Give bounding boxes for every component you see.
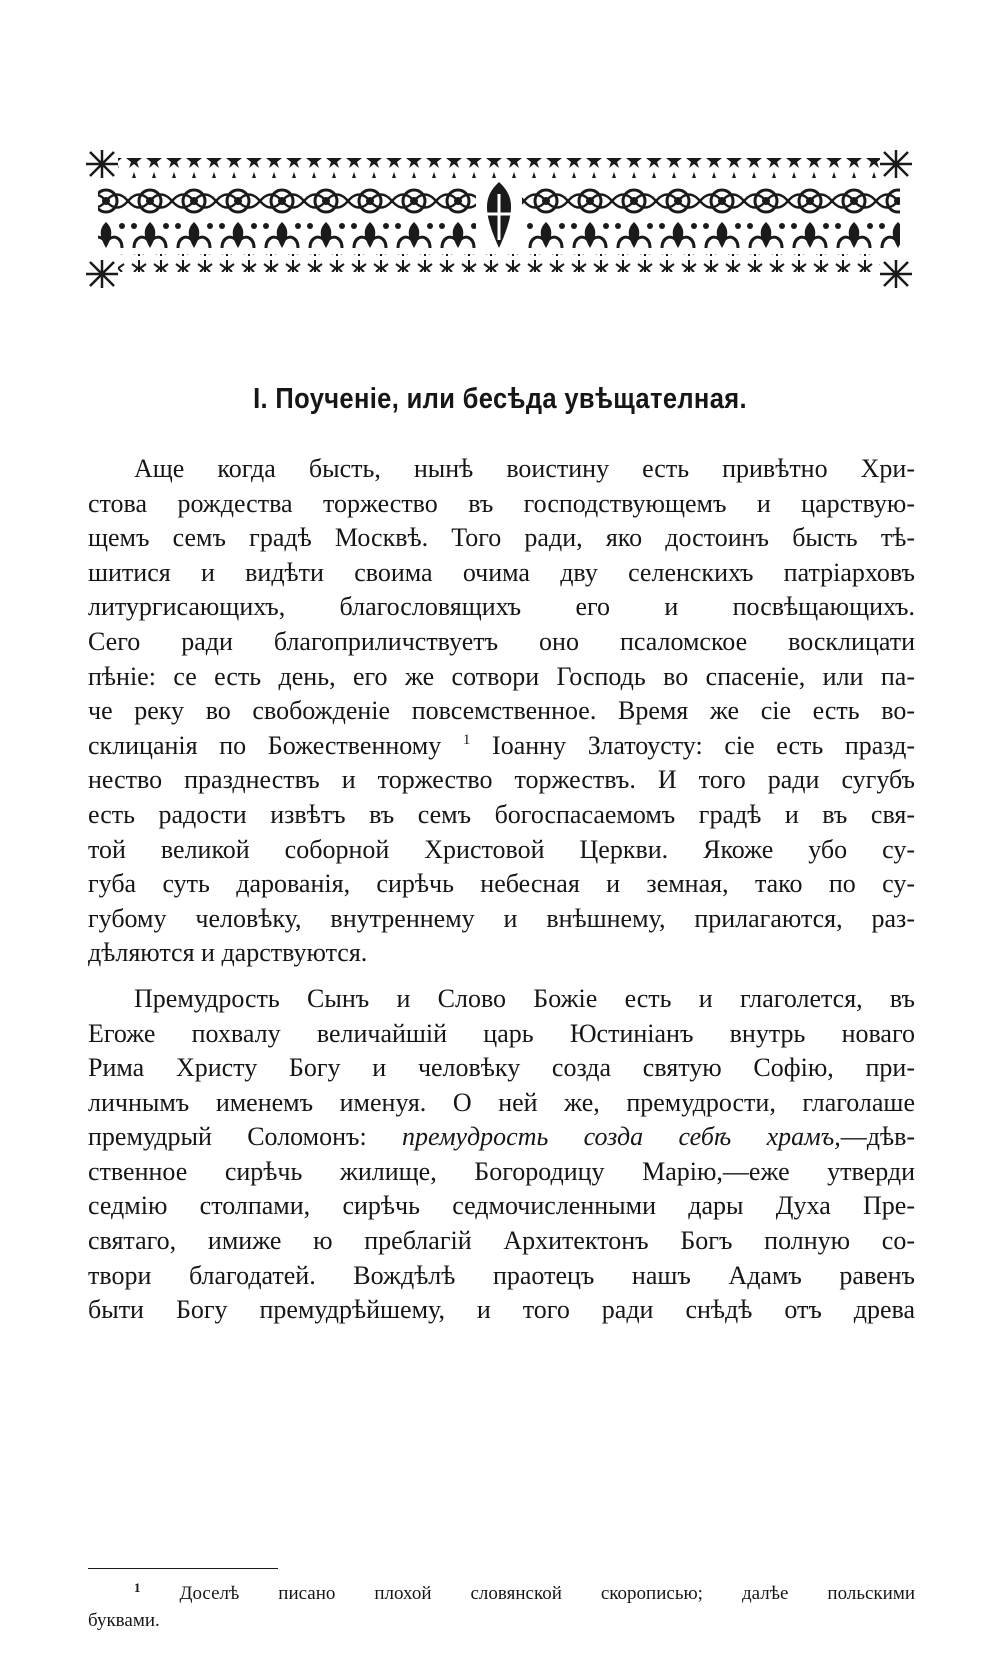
text-line: губому человѣку, внутреннему и внѣшнему, прилагаются, раз- xyxy=(88,903,915,933)
text-line: святаго, имиже ю преблагій Архитектонъ Богъ полную со- xyxy=(88,1226,915,1256)
scripture-quote: премудрость созда себѣ храмъ, xyxy=(402,1122,841,1152)
headpiece-ornament-icon xyxy=(84,150,914,290)
text-line: губа суть дарованія, сирѣчь небесная и земная, тако по су- xyxy=(88,869,915,899)
footnote xyxy=(88,1580,915,1634)
text-line xyxy=(88,729,915,764)
text-segment: склицанія по Божественному xyxy=(88,730,442,760)
text-line: шитися и видѣти своима очима дву селенскихъ патріарховъ xyxy=(88,557,915,587)
text-line: твори благодатей. Вождѣлѣ праотецъ нашъ Адамъ равенъ xyxy=(88,1260,915,1290)
text-line: Премудрость Сынъ и Слово Божіе есть и глаголется, въ xyxy=(134,983,915,1013)
text-line: литургисающихъ, благословящихъ его и посвѣщающихъ. xyxy=(88,592,915,622)
text-segment: —дѣв- xyxy=(840,1122,915,1152)
text-line: ственное сирѣчь жилище, Богородицу Марію,—еже утверди xyxy=(88,1156,915,1186)
text-line: Егоже похвалу величайшій царь Юстиніанъ внутрь новаго xyxy=(88,1018,915,1048)
text-line: пѣніе: се есть день, его же сотвори Господь во спасеніе, или па- xyxy=(88,661,915,691)
body-text xyxy=(88,452,915,1328)
text-segment: премудрый Соломонъ: xyxy=(88,1122,367,1152)
text-line: Сего ради благоприличствуетъ оно псаломское восклицати xyxy=(88,626,915,656)
text-segment: Іоанну Златоусту: сіе есть празд- xyxy=(492,730,915,760)
paragraph-2 xyxy=(88,982,915,1328)
text-line: быти Богу премудрѣйшему, и того ради снѣдѣ отъ древа xyxy=(88,1295,915,1325)
text-line: Аще когда бысть, нынѣ воистину есть привѣтно Хри- xyxy=(134,454,915,483)
text-line: че реку во свобожденіе повсемственное. Время же сіе есть во- xyxy=(88,696,915,726)
footnote-reference: 1 xyxy=(462,731,471,748)
text-line: дѣляются и дарствуются. xyxy=(88,938,368,968)
ornamental-headpiece xyxy=(84,150,914,290)
text-line: нество празднествъ и торжество торжествъ. И того ради сугубъ xyxy=(88,765,915,795)
footnote-line xyxy=(88,1580,915,1607)
text-line: личнымъ именемъ именуя. О ней же, премудрости, глаголаше xyxy=(88,1087,915,1117)
paragraph-1 xyxy=(88,452,915,971)
footnote-text: Доселѣ писано плохой словянской скорописью; далѣе польскими xyxy=(179,1583,916,1604)
footnote-mark: 1 xyxy=(134,1580,141,1595)
chapter-title: I. Поученіе, или бесѣда увѣщателная. xyxy=(253,383,747,415)
text-line: щемъ семъ градѣ Москвѣ. Того ради, яко достоинъ бысть тѣ- xyxy=(88,523,915,553)
text-line: седмію столпами, сирѣчь седмочисленными дары Духа Пре- xyxy=(88,1191,915,1221)
text-line xyxy=(88,1120,915,1155)
text-line: стова рождества торжество въ господствующемъ и царствую- xyxy=(88,488,915,518)
text-line: той великой соборной Христовой Церкви. Якоже убо су- xyxy=(88,834,915,864)
footnote-divider xyxy=(88,1568,278,1569)
text-line: есть радости извѣтъ въ семъ богоспасаемомъ градѣ и въ свя- xyxy=(88,799,915,829)
footnote-line: буквами. xyxy=(88,1610,160,1631)
text-line: Рима Христу Богу и человѣку созда святую Софію, при- xyxy=(88,1053,915,1083)
